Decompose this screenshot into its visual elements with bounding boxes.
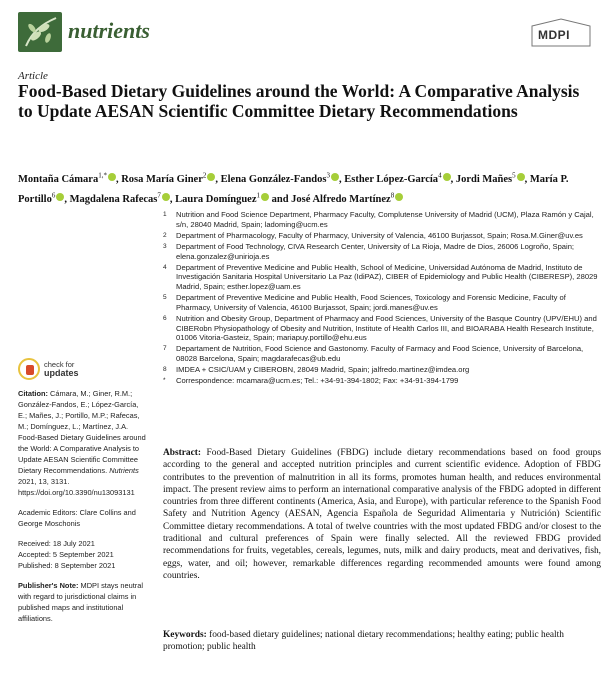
author-separator: , bbox=[339, 173, 345, 185]
abstract: Abstract: Food-Based Dietary Guidelines (FBDG) include dietary recommendations based on food groups according to the general and accepted nutrition principles and current scientific evidence. Adoption of FBDG contributes to the prevention of malnutrition in all its forms, promotes human health, and reduces environmental impact. The present review aims to perform an international comparative analysis of the FBDG adopted in different countries from three different continents (America, Asia, and Europe), with particular reference to the Spanish Food Safety and Nutrition Agency (AESAN, Agencia Española de Seguridad Alimentaria y Nutrición) Scientific Committee dietary recommendations. A total of twelve countries with the most updated FBDG and/or closest to the traditional and cultural preferences of Spain were finally selected. All the reviewed FBDG provided recommendations for fruits, vegetables, cereals, legumes, nuts, milk and dairy products, meat and derivatives, fish, eggs, water, and oil; however, remarkable differences regarding recommended amounts were found among countries. bbox=[163, 448, 601, 581]
author[interactable] bbox=[344, 171, 456, 185]
author[interactable] bbox=[175, 191, 292, 205]
publication-dates bbox=[18, 538, 146, 571]
mdpi-logo bbox=[530, 18, 592, 48]
affiliation-item bbox=[163, 242, 601, 261]
journal-logo-icon bbox=[18, 12, 62, 52]
date-accepted: Accepted: 5 September 2021 bbox=[18, 550, 114, 559]
affiliation-item bbox=[163, 376, 601, 386]
author-name: Rosa María Giner bbox=[121, 173, 203, 185]
author-affiliation-number: 3 bbox=[326, 171, 330, 179]
affiliation-number: 7 bbox=[163, 345, 167, 353]
author[interactable] bbox=[121, 171, 221, 185]
orcid-icon[interactable] bbox=[395, 193, 403, 201]
orcid-icon[interactable] bbox=[331, 173, 339, 181]
orcid-icon[interactable] bbox=[443, 173, 451, 181]
affiliation-number: 5 bbox=[163, 294, 167, 302]
publisher-note: Publisher's Note: MDPI stays neutral with regard to jurisdictional claims in published maps and institutional affiliations. bbox=[18, 581, 143, 623]
article-type: Article bbox=[18, 70, 48, 82]
orcid-icon[interactable] bbox=[162, 193, 170, 201]
author-name: Elena González-Fandos bbox=[220, 173, 327, 185]
author-name: Montaña Cámara bbox=[18, 173, 99, 185]
author-affiliation-number: 8 bbox=[390, 191, 395, 200]
affiliation-number: 8 bbox=[163, 366, 167, 374]
citation: Citation: Cámara, M.; Giner, R.M.; González-Fandos, E.; López-García, E.; Mañes, J.; Portillo, M.P.; Rafecas, M.; Domínguez, L.; Martínez, J.A. Food-Based Dietary Guidelines around the World: A Comparative Analysis to Update AESAN Scientific Committee Dietary Recommendations. Nutrients 2021, 13, 3131. https://doi.org/10.3390/nu13093131 bbox=[18, 389, 146, 497]
author-separator: , bbox=[115, 173, 122, 185]
author-name: Jordi Mañes bbox=[455, 173, 513, 185]
affiliation-item bbox=[163, 210, 601, 229]
author-separator: , bbox=[169, 194, 176, 205]
author-separator: , bbox=[215, 173, 221, 185]
author-name: María P. Portillo bbox=[18, 173, 569, 205]
author[interactable] bbox=[220, 171, 345, 185]
article-title: Food-Based Dietary Guidelines around the World: A Comparative Analysis to Update AESAN Scientific Committee Dietary Recommendations bbox=[18, 81, 580, 121]
affiliation-number: 6 bbox=[163, 314, 167, 322]
affiliation-number: * bbox=[163, 377, 166, 385]
journal-name: nutrients bbox=[68, 18, 150, 43]
date-received: Received: 18 July 2021 bbox=[18, 539, 95, 548]
affiliation-item bbox=[163, 231, 601, 241]
affiliation-text: Nutrition and Obesity Group, Department of Pharmacy and Food Sciences, University of the Basque Country (UPV/EHU) and CIBERobn Physiopathology of Obesity and Nutrition, Institute of Health Carlos III, and BIOARABA Health Research Institute, 01006 Vitoria-Gasteiz, Spain; mariapuy.portillo@ehu.eus bbox=[176, 313, 597, 343]
affiliation-text: Departament de Nutrition, Food Science and Gastonomy. Faculty of Farmacy and Food Science, University of Barcelona, 08028 Barcelona, Spain; magdarafecas@ub.edu bbox=[176, 344, 584, 363]
affiliation-number: 1 bbox=[163, 211, 167, 218]
academic-editors: Academic Editors: Clare Collins and George Moschonis bbox=[18, 508, 136, 528]
affiliation-text: Correspondence: mcamara@ucm.es; Tel.: +34-91-394-1802; Fax: +34-91-394-1799 bbox=[176, 376, 459, 386]
author-affiliation-number: 1,* bbox=[98, 171, 107, 179]
orcid-icon[interactable] bbox=[108, 173, 116, 181]
affiliation-item bbox=[163, 344, 601, 363]
author-name: Laura Domínguez bbox=[175, 194, 257, 205]
affiliation-text: Department of Preventive Medicine and Public Health, Food Sciences, Toxicology and Forensic Medicine, Faculty of Pharmacy, University of Valencia, 46100 Burjassot, Spain; jordi.manes@uv.es bbox=[176, 293, 566, 312]
affiliation-number: 4 bbox=[163, 263, 167, 271]
affiliation-number: 3 bbox=[163, 242, 167, 250]
affiliation-text: Department of Preventive Medicine and Public Health, School of Medicine, Universidad Autónoma de Madrid, Instituto de Investigación Sanitaria Hospital Universitario La Paz (IdiPAZ), CIBER of Epidemiology and Public Health (CIBERESP), 28029 Madrid, Spain; esther.lopez@uam.es bbox=[176, 262, 598, 291]
author-affiliation-number: 6 bbox=[51, 191, 56, 200]
author[interactable] bbox=[18, 171, 122, 185]
orcid-icon[interactable] bbox=[261, 193, 269, 201]
orcid-icon[interactable] bbox=[517, 173, 525, 181]
affiliation-text: Nutrition and Food Science Department, Pharmacy Faculty, Complutense University of Madrid (UCM), Plaza Ramón y Cajal, s/n, 28040 Madrid, Spain; ladoming@ucm.es bbox=[176, 210, 594, 229]
author-list bbox=[18, 167, 598, 208]
author[interactable] bbox=[69, 191, 176, 205]
author-affiliation-number: 5 bbox=[512, 171, 516, 179]
affiliation-text: Department of Food Technology, CIVA Research Center, University of La Rioja, Madre de Dios, 26006 Logroño, Spain; elena.gonzalez@unirioja.es bbox=[176, 241, 575, 261]
author[interactable] bbox=[291, 191, 403, 205]
affiliation-text: IMDEA + CSIC/UAM y CIBEROBN, 28049 Madrid, Spain; jalfredo.martinez@imdea.org bbox=[176, 365, 470, 375]
keywords: Keywords: food-based dietary guidelines; national dietary recommendations; healthy eating; public health promotion; public health bbox=[163, 630, 564, 653]
affiliation-text: Department of Pharmacology, Faculty of Pharmacy, University of Valencia, 46100 Burjassot, Spain; Rosa.M.Giner@uv.es bbox=[176, 230, 583, 240]
author[interactable] bbox=[455, 171, 530, 185]
affiliation-item bbox=[163, 263, 601, 292]
author-separator: , bbox=[64, 194, 70, 205]
author-affiliation-number: 2 bbox=[202, 171, 207, 179]
author-affiliation-number: 7 bbox=[157, 191, 161, 200]
affiliation-item bbox=[163, 314, 601, 343]
journal-header bbox=[18, 12, 598, 52]
author-name: Esther López-García bbox=[344, 173, 439, 185]
author-separator: , bbox=[524, 173, 530, 185]
citation-doi-link[interactable]: 2021, 13, 3131. https://doi.org/10.3390/nu13093131 bbox=[18, 477, 135, 497]
affiliation-list bbox=[163, 210, 601, 387]
author-affiliation-number: 4 bbox=[438, 171, 442, 179]
check-updates-label: check for updates bbox=[44, 360, 79, 378]
author-name: José Alfredo Martínez bbox=[291, 194, 391, 205]
author-separator: , bbox=[450, 173, 456, 185]
check-for-updates-badge[interactable] bbox=[18, 358, 88, 384]
affiliation-item bbox=[163, 293, 601, 312]
date-published: Published: 8 September 2021 bbox=[18, 561, 116, 570]
article-sidebar bbox=[18, 388, 146, 633]
affiliation-number: 2 bbox=[163, 231, 167, 239]
author-affiliation-number: 1 bbox=[256, 191, 260, 200]
author-separator: and bbox=[268, 194, 292, 205]
affiliation-item bbox=[163, 365, 601, 375]
check-updates-icon bbox=[18, 358, 40, 380]
author-name: Magdalena Rafecas bbox=[69, 194, 158, 205]
publisher-name: MDPI bbox=[538, 28, 570, 42]
